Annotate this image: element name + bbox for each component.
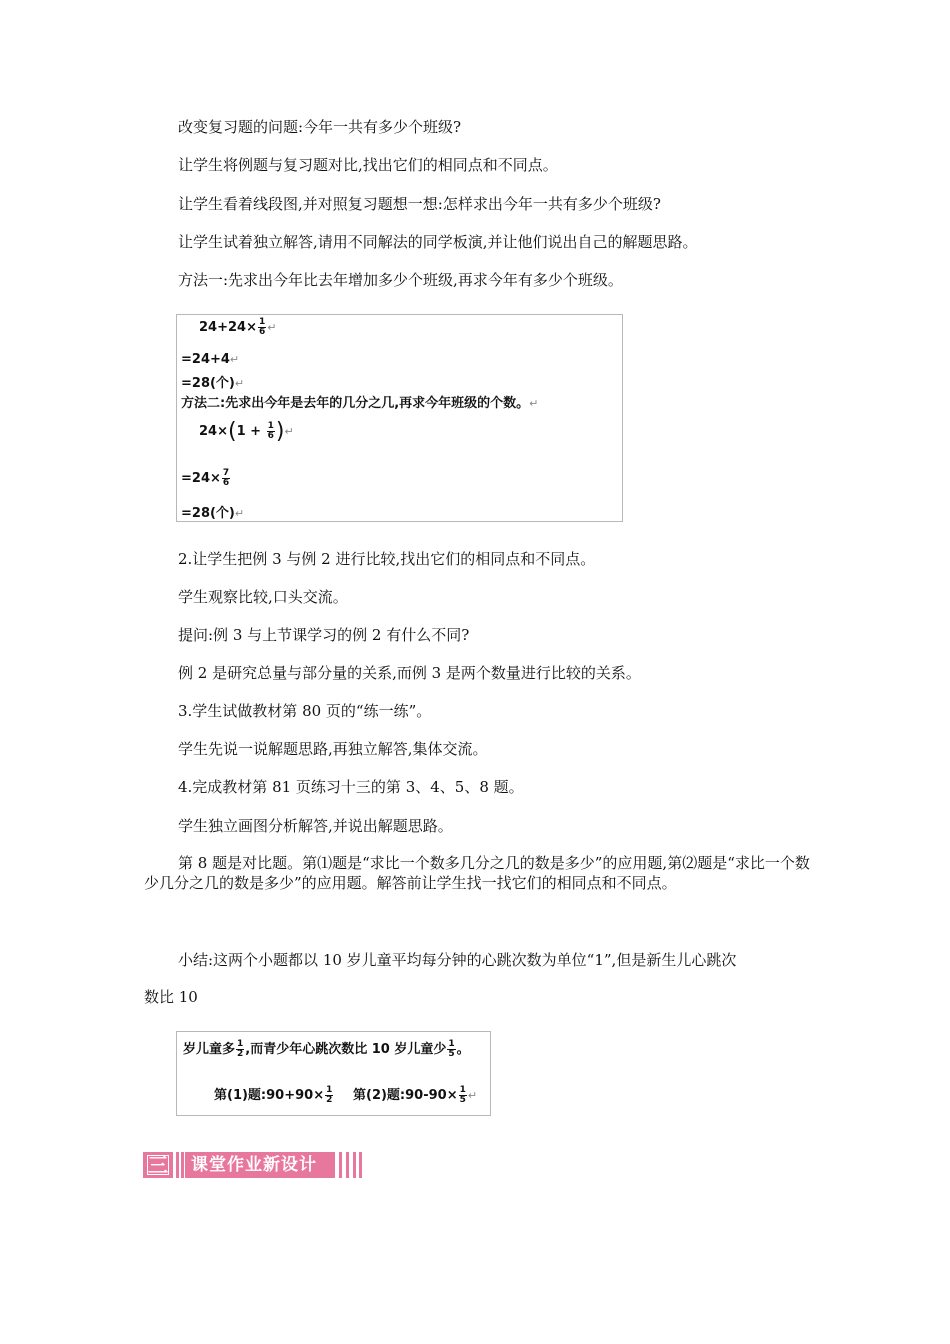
section-title: 课堂作业新设计	[191, 1155, 317, 1175]
method-two-line: 方法二:先求出今年是去年的几分之几,再求今年班级的个数。↵	[181, 396, 539, 411]
paragraph-2: 让学生将例题与复习题对比,找出它们的相同点和不同点。	[178, 156, 558, 174]
paragraph-3: 让学生看着线段图,并对照复习题想一想:怎样求出今年一共有多少个班级?	[178, 195, 661, 213]
equation-line-2: =24+4↵	[181, 352, 240, 367]
summary-line-2b: 第(2)题:90-90× $\frac{1}{5}$ ↵	[353, 1085, 478, 1105]
paragraph-4: 让学生试着独立解答,请用不同解法的同学板演,并让他们说出自己的解题思路。	[178, 233, 698, 251]
solution-image-box	[176, 314, 623, 522]
paragraph-11: 学生先说一说解题思路,再独立解答,集体交流。	[178, 740, 488, 758]
paragraph-14: 第 8 题是对比题。第⑴题是“求比一个数多几分之几的数是多少”的应用题,第⑵题是“求比一个数少几分之几的数是多少”的应用题。解答前让学生找一找它们的相同点和不同点。	[144, 854, 810, 892]
paragraph-15: 小结:这两个小题都以 10 岁儿童平均每分钟的心跳次数为单位“1”,但是新生儿心跳次	[178, 951, 737, 969]
equation-line-1: 24+24× $\frac{1}{6}$ ↵	[199, 317, 277, 337]
fraction: $\frac{1}{6}$	[258, 317, 266, 337]
paragraph-13: 学生独立画图分析解答,并说出解题思路。	[178, 817, 453, 835]
fraction: $\frac{1}{2}$	[326, 1085, 333, 1105]
fraction: $\frac{1}{5}$	[459, 1085, 466, 1105]
paragraph-7: 学生观察比较,口头交流。	[178, 588, 348, 606]
equation-line-5: 24×(1 + $\frac{1}{6}$ )↵	[199, 419, 294, 444]
summary-line-1: 岁儿童多 $\frac{1}{2}$ ,而青少年心跳次数比 10 岁儿童少 $\frac{1}{5}$ 。	[183, 1039, 470, 1059]
fraction: $\frac{1}{6}$	[267, 421, 274, 441]
section-number: 三	[148, 1153, 168, 1177]
equation-line-3: =28(个)↵	[181, 376, 245, 391]
summary-line-2a: 第(1)题:90+90× $\frac{1}{2}$	[214, 1085, 333, 1105]
equation-line-7: =28(个)↵	[181, 506, 245, 521]
paragraph-9: 例 2 是研究总量与部分量的关系,而例 3 是两个数量进行比较的关系。	[178, 664, 641, 682]
paragraph-8: 提问:例 3 与上节课学习的例 2 有什么不同?	[178, 626, 470, 644]
summary-image-box	[176, 1031, 491, 1116]
paragraph-10: 3.学生试做教材第 80 页的“练一练”。	[178, 702, 432, 720]
paragraph-1: 改变复习题的问题:今年一共有多少个班级?	[178, 118, 462, 136]
paragraph-16: 数比 10	[144, 988, 198, 1006]
section-banner	[143, 1152, 363, 1178]
paragraph-12: 4.完成教材第 81 页练习十三的第 3、4、5、8 题。	[178, 778, 524, 796]
fraction: $\frac{1}{5}$	[448, 1039, 455, 1059]
section-number-badge	[143, 1152, 173, 1178]
equation-line-6: =24× $\frac{7}{6}$	[181, 468, 230, 488]
fraction: $\frac{1}{2}$	[237, 1039, 244, 1059]
paragraph-6: 2.让学生把例 3 与例 2 进行比较,找出它们的相同点和不同点。	[178, 550, 596, 568]
paragraph-5: 方法一:先求出今年比去年增加多少个班级,再求今年有多少个班级。	[178, 271, 623, 289]
fraction: $\frac{7}{6}$	[222, 468, 230, 488]
